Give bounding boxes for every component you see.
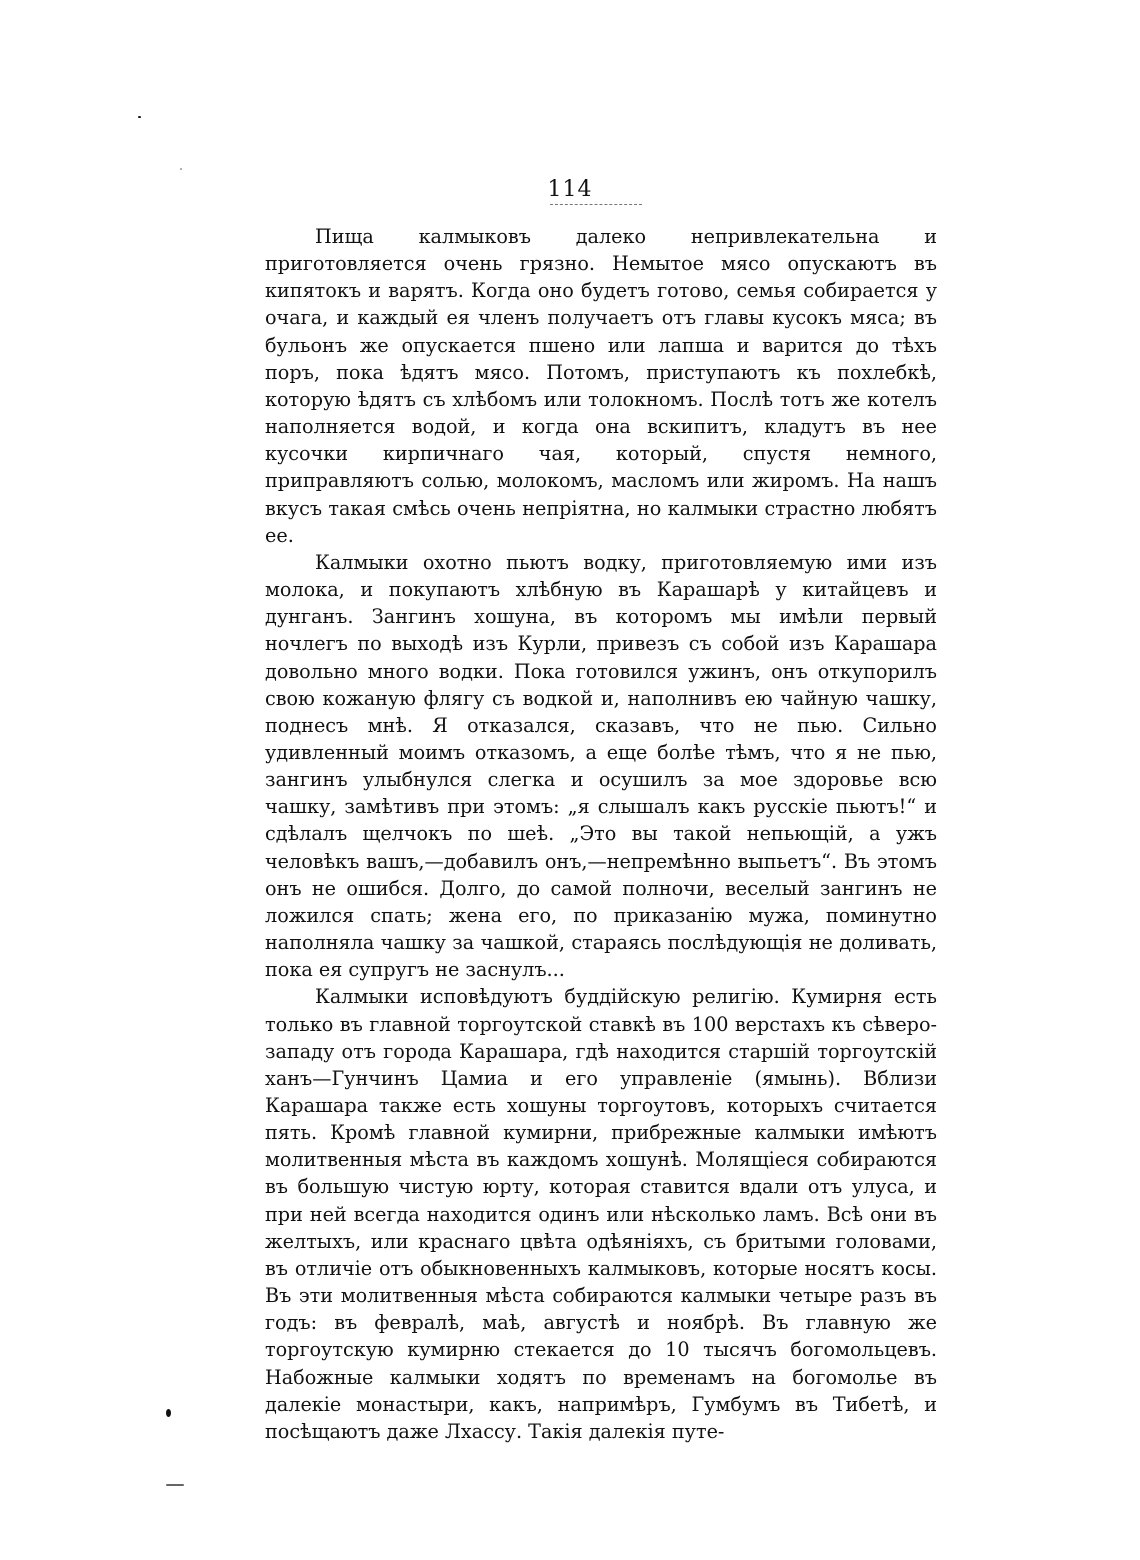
scan-speck	[166, 1409, 171, 1417]
page-number-rule	[550, 204, 642, 205]
paragraph-vodka: Калмыки охотно пьютъ водку, приготовляемую ими изъ молока, и покупаютъ хлѣбную въ Карашарѣ у китайцевъ и дунганъ. Зангинъ хошуна, въ которомъ мы имѣли первый ночлегъ по выходѣ изъ Курли, привезъ съ собой изъ Карашара довольно много водки. Пока готовился ужинъ, онъ откупорилъ свою кожаную флягу съ водкой и, наполнивъ ею чайную чашку, поднесъ мнѣ. Я отказался, сказавъ, что не пью. Сильно удивленный моимъ отказомъ, а еще болѣе тѣмъ, что я не пью, зангинъ улыбнулся слегка и осушилъ за мое здоровье всю чашку, замѣтивъ при этомъ: „я слышалъ какъ русскіе пьютъ!“ и сдѣлалъ щелчокъ по шеѣ. „Это вы такой непьющій, а ужъ человѣкъ вашъ,—добавилъ онъ,—непремѣнно выпьетъ“. Въ этомъ онъ не ошибся. Долго, до самой полночи, веселый зангинъ не ложился спать; жена его, по приказанію мужа, поминутно наполняла чашку за чашкой, стараясь послѣдующія не доливать, пока ея супругъ не заснулъ...	[265, 550, 937, 982]
scan-speck	[166, 1484, 184, 1486]
text-body	[265, 223, 937, 1445]
page-number: 114	[547, 177, 593, 202]
paragraph-food: Пища калмыковъ далеко непривлекательна и приготовляется очень грязно. Немытое мясо опускаютъ въ кипятокъ и варятъ. Когда оно будетъ готово, семья собирается у очага, и каждый ея членъ получаетъ отъ главы кусокъ мяса; въ бульонъ же опускается пшено или лапша и варится до тѣхъ поръ, пока ѣдятъ мясо. Потомъ, приступаютъ къ похлебкѣ, которую ѣдятъ съ хлѣбомъ или толокномъ. Послѣ тотъ же котелъ наполняется водой, и когда она вскипитъ, кладутъ въ нее кусочки кирпичнаго чая, который, спустя немного, приправляютъ солью, молокомъ, масломъ или жиромъ. На нашъ вкусъ такая смѣсь очень непріятна, но калмыки страстно любятъ ее.	[265, 225, 937, 547]
paragraph-religion: Калмыки исповѣдуютъ буддійскую религію. Кумирня есть только въ главной торгоутской ставкѣ въ 100 верстахъ къ сѣверо-западу отъ города Карашара, гдѣ находится старшій торгоутскій ханъ—Гунчинъ Цамиа и его управленіе (ямынь). Вблизи Карашара также есть хошуны торгоутовъ, которыхъ считается пять. Кромѣ главной кумирни, прибрежные калмыки имѣютъ молитвенныя мѣста въ каждомъ хошунѣ. Молящіеся собираются въ большую чистую юрту, которая ставится вдали отъ улуса, и при ней всегда находится одинъ или нѣсколько ламъ. Всѣ они въ желтыхъ, или краснаго цвѣта одѣяніяхъ, съ бритыми головами, въ отличіе отъ обыкновенныхъ калмыковъ, которые носятъ косы. Въ эти молитвенныя мѣста собираются калмыки четыре разъ въ годъ: въ февралѣ, маѣ, августѣ и ноябрѣ. Въ главную же торгоутскую кумирню стекается до 10 тысячъ богомольцевъ. Набожные калмыки ходятъ по временамъ на богомолье въ далекіе монастыри, какъ, напримѣръ, Гумбумъ въ Тибетѣ, и посѣщаютъ даже Лхассу. Такія далекія путе-	[265, 985, 937, 1443]
scan-speck	[138, 116, 141, 118]
scan-speck	[180, 168, 182, 170]
